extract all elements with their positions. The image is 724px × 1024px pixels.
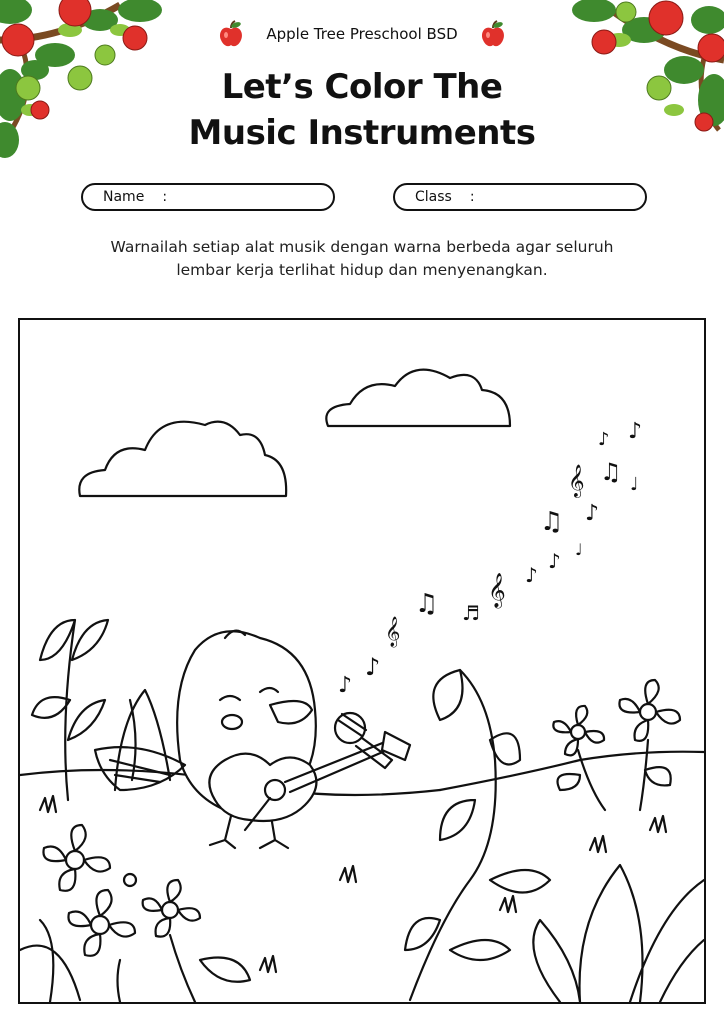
svg-text:♪: ♪ (585, 501, 600, 526)
coloring-frame (18, 318, 706, 1004)
class-label: Class (415, 189, 452, 205)
cloud-icon (79, 422, 286, 496)
name-label: Name (103, 189, 145, 205)
svg-text:♪: ♪ (598, 429, 610, 450)
apple-icon (480, 20, 506, 48)
leaf-icon (405, 670, 550, 960)
school-name: Apple Tree Preschool BSD (266, 25, 458, 43)
svg-text:𝄞: 𝄞 (385, 617, 401, 647)
svg-text:♪: ♪ (338, 673, 353, 698)
title-line-1: Let’s Color The (221, 67, 503, 107)
svg-text:♫: ♫ (540, 507, 564, 537)
svg-text:♫: ♫ (600, 458, 622, 486)
instruction-line-2: lembar kerja terlihat hidup dan menyenangkan. (176, 261, 548, 279)
svg-text:♫: ♫ (415, 589, 439, 619)
name-field[interactable] (81, 183, 335, 211)
svg-text:♪: ♪ (365, 653, 381, 681)
leaf-icon (533, 865, 704, 1002)
svg-text:♩: ♩ (630, 474, 639, 495)
flower-icon (20, 825, 250, 1002)
school-name-line (0, 20, 724, 48)
music-note-icon (338, 419, 642, 698)
svg-text:𝄞: 𝄞 (488, 573, 506, 608)
name-colon: : (162, 189, 168, 205)
svg-text:𝄞: 𝄞 (568, 464, 585, 497)
instruction-text (60, 236, 664, 282)
class-field[interactable] (393, 183, 647, 211)
svg-text:♬: ♬ (462, 601, 480, 625)
svg-text:♪: ♪ (548, 549, 561, 573)
svg-text:♩: ♩ (575, 540, 583, 559)
apple-icon (218, 20, 244, 48)
flower-icon (553, 680, 680, 810)
title-line-2: Music Instruments (188, 113, 536, 153)
svg-text:♪: ♪ (525, 563, 538, 587)
coloring-illustration (20, 320, 704, 1002)
instruction-line-1: Warnailah setiap alat musik dengan warna berbeda agar seluruh (110, 238, 614, 256)
cloud-icon (326, 370, 510, 426)
svg-text:♪: ♪ (628, 419, 643, 444)
page-title (0, 64, 724, 156)
class-colon: : (469, 189, 475, 205)
